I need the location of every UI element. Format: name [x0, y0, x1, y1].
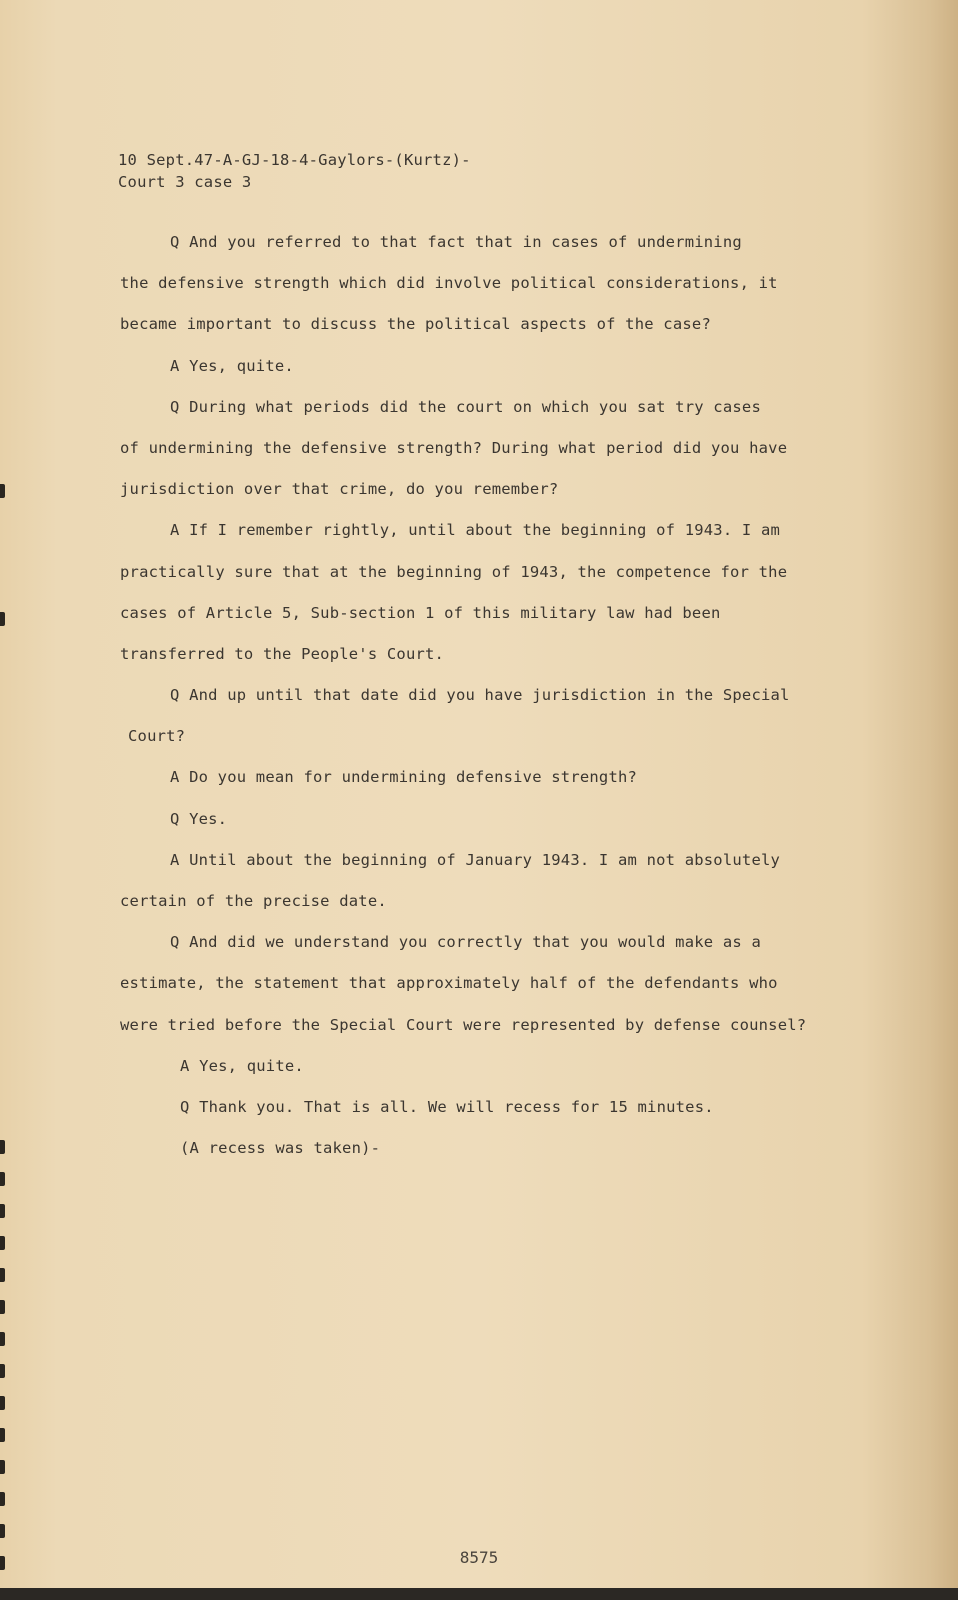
transcript-line: Q And you referred to that fact that in cases of undermining — [170, 233, 742, 251]
transcript-line: became important to discuss the political aspects of the case? — [120, 315, 711, 334]
binding-holes — [0, 0, 8, 1600]
transcript-line: were tried before the Special Court were represented by defense counsel? — [120, 1015, 807, 1034]
binding-hole — [0, 1204, 5, 1218]
transcript-line: Q Thank you. That is all. We will recess for 15 minutes. — [180, 1097, 714, 1116]
transcript-line: practically sure that at the beginning of 1943, the competence for the — [120, 562, 788, 581]
transcript-line: of undermining the defensive strength? During what period did you have — [120, 438, 788, 457]
transcript-line: A Do you mean for undermining defensive strength? — [170, 768, 638, 787]
binding-hole — [0, 1524, 5, 1538]
transcript-line: Q During what periods did the court on which you sat try cases — [170, 397, 761, 416]
transcript-line: Q And did we understand you correctly that you would make as a — [170, 933, 761, 952]
transcript-line: (A recess was taken)- — [180, 1139, 381, 1158]
transcript-body — [120, 222, 880, 1169]
transcript-line: A Until about the beginning of January 1943. I am not absolutely — [170, 850, 781, 869]
transcript-line: Q And up until that date did you have jurisdiction in the Special — [170, 686, 790, 705]
transcript-line: A Yes, quite. — [170, 356, 294, 375]
transcript-line: certain of the precise date. — [120, 892, 387, 910]
binding-hole — [0, 612, 5, 626]
transcript-line: jurisdiction over that crime, do you remember? — [120, 480, 559, 499]
binding-hole — [0, 1332, 5, 1346]
document-header — [118, 149, 471, 193]
transcript-line: cases of Article 5, Sub-section 1 of this military law had been — [120, 603, 721, 622]
binding-hole — [0, 1140, 5, 1154]
page-number: 8575 — [459, 1548, 499, 1567]
transcript-line: A If I remember rightly, until about the beginning of 1943. I am — [170, 521, 781, 540]
binding-hole — [0, 1396, 5, 1410]
transcript-line: Court? — [128, 727, 186, 746]
binding-hole — [0, 1172, 5, 1186]
transcript-line: Q Yes. — [170, 809, 228, 828]
binding-hole — [0, 1460, 5, 1474]
transcript-line: the defensive strength which did involve political considerations, it — [120, 274, 778, 293]
binding-hole — [0, 1236, 5, 1250]
binding-hole — [0, 1428, 5, 1442]
scan-bottom-edge — [0, 1588, 958, 1600]
binding-hole — [0, 484, 5, 498]
header-line-2: Court 3 case 3 — [118, 173, 252, 191]
binding-hole — [0, 1364, 5, 1378]
transcript-line: estimate, the statement that approximately half of the defendants who — [120, 974, 778, 993]
transcript-line: transferred to the People's Court. — [120, 644, 445, 663]
binding-hole — [0, 1268, 5, 1282]
binding-hole — [0, 1492, 5, 1506]
binding-hole — [0, 1300, 5, 1314]
transcript-line: A Yes, quite. — [180, 1056, 304, 1075]
header-line-1: 10 Sept.47-A-GJ-18-4-Gaylors-(Kurtz)- — [118, 151, 471, 169]
